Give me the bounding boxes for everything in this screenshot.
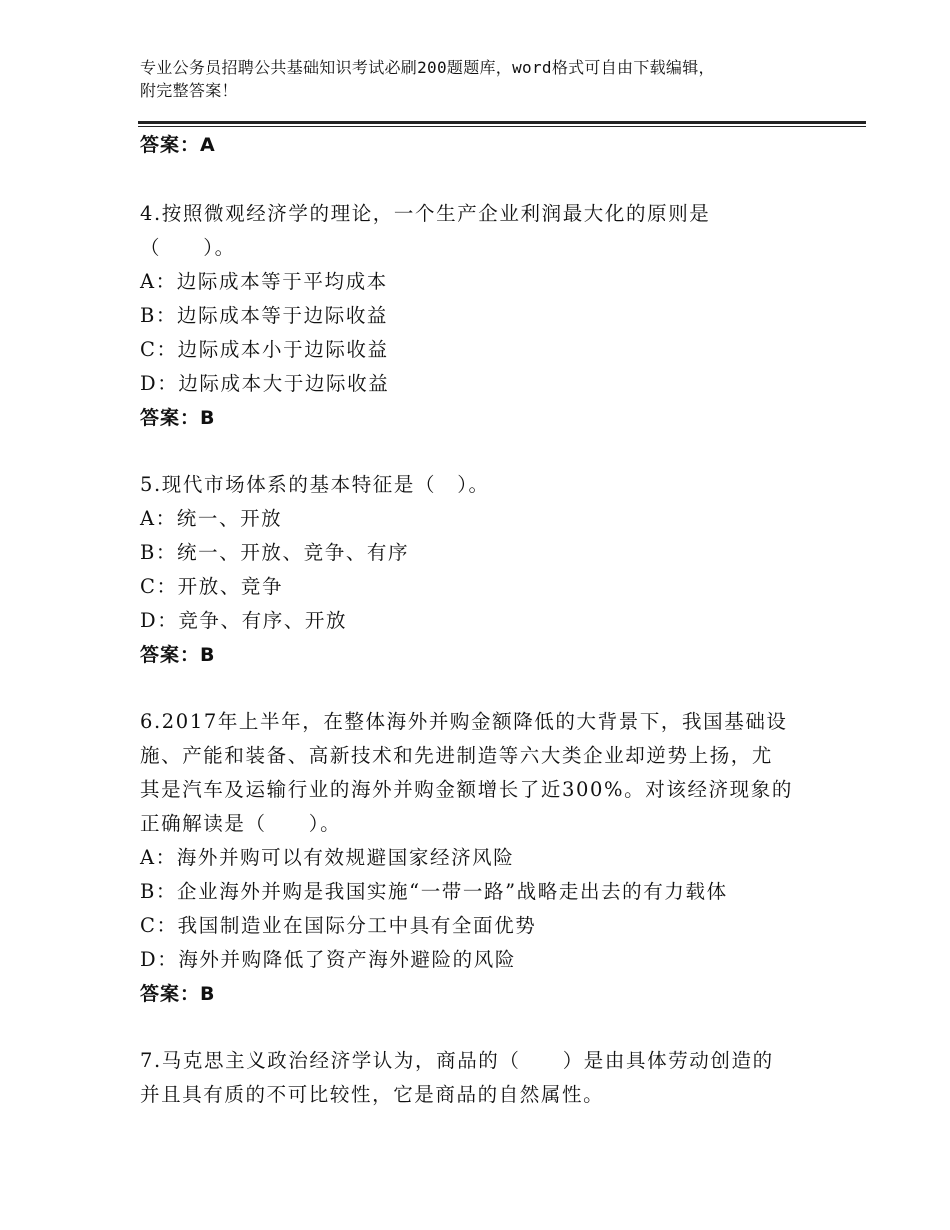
option-a: A：海外并购可以有效规避国家经济风险 xyxy=(140,846,515,869)
question-7 xyxy=(140,1044,820,1112)
answer-line: 答案：A xyxy=(140,134,216,156)
answer-line: 答案：B xyxy=(140,644,216,666)
option-d: D：海外并购降低了资产海外避险的风险 xyxy=(140,948,516,971)
question-text: 4.按照微观经济学的理论，一个生产企业利润最大化的原则是 xyxy=(140,202,711,225)
header-rule-thick xyxy=(138,121,866,124)
option-c: C：开放、竞争 xyxy=(140,575,284,598)
page-header xyxy=(140,56,840,102)
question-5 xyxy=(140,468,820,672)
question-6 xyxy=(140,705,820,1011)
option-b: B：企业海外并购是我国实施“一带一路”战略走出去的有力载体 xyxy=(140,880,728,903)
question-text: 6.2017年上半年，在整体海外并购金额降低的大背景下，我国基础设 xyxy=(140,710,788,733)
option-c: C：我国制造业在国际分工中具有全面优势 xyxy=(140,914,537,937)
question-text: （ ）。 xyxy=(140,236,236,259)
question-text: 并且具有质的不可比较性，它是商品的自然属性。 xyxy=(140,1083,605,1106)
header-line-2: 附完整答案！ xyxy=(140,81,238,100)
header-line-1: 专业公务员招聘公共基础知识考试必刷200题题库，word格式可自由下载编辑， xyxy=(140,58,715,77)
option-d: D：边际成本大于边际收益 xyxy=(140,372,390,395)
question-text: 施、产能和装备、高新技术和先进制造等六大类企业却逆势上扬，尤 xyxy=(140,744,774,767)
option-b: B：边际成本等于边际收益 xyxy=(140,304,389,327)
option-b: B：统一、开放、竞争、有序 xyxy=(140,541,410,564)
answer-line: 答案：B xyxy=(140,983,216,1005)
header-rule-thin xyxy=(138,126,866,127)
question-text: 5.现代市场体系的基本特征是（ ）。 xyxy=(140,473,490,496)
question-text: 其是汽车及运输行业的海外并购金额增长了近300%。对该经济现象的 xyxy=(140,778,793,801)
option-d: D：竞争、有序、开放 xyxy=(140,609,348,632)
option-a: A：统一、开放 xyxy=(140,507,283,530)
question-text: 正确解读是（ ）。 xyxy=(140,812,342,835)
question-text: 7.马克思主义政治经济学认为，商品的（ ）是由具体劳动创造的 xyxy=(140,1049,774,1072)
question-4 xyxy=(140,197,820,435)
option-a: A：边际成本等于平均成本 xyxy=(140,270,388,293)
document-body xyxy=(140,128,820,1112)
option-c: C：边际成本小于边际收益 xyxy=(140,338,389,361)
answer-line: 答案：B xyxy=(140,407,216,429)
